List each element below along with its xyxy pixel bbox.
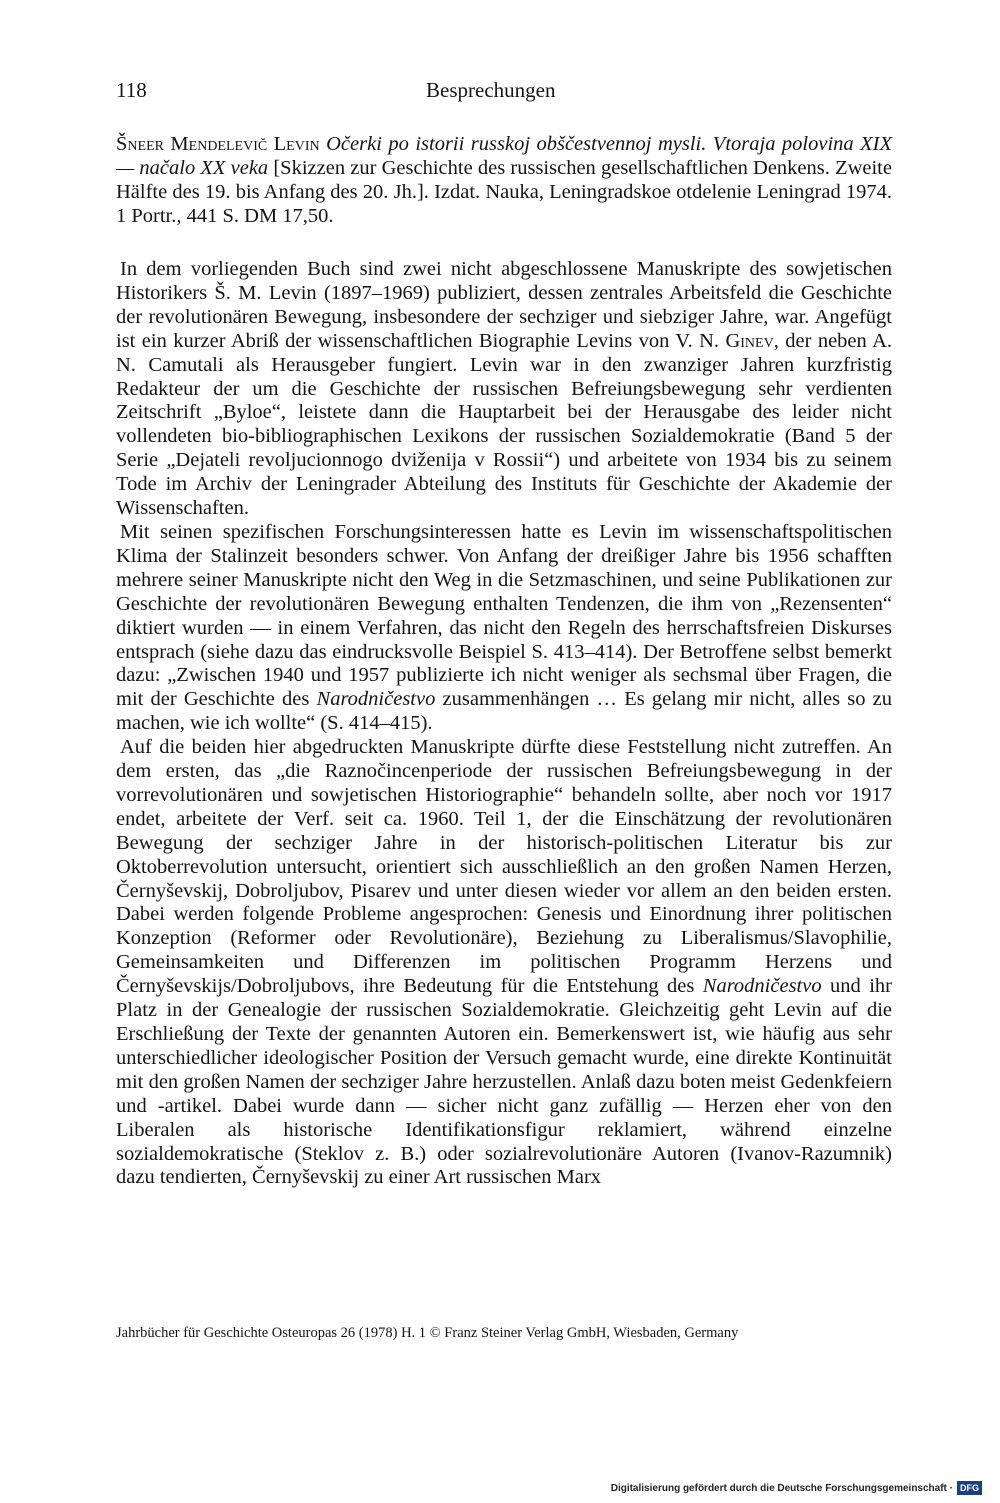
paragraph-3-text-a: Auf die beiden hier abgedruckten Manuskripte dürfte diese Feststellung nicht zutreffen. An dem ersten, das „die Raznočincenperiode der russischen Befreiungsbewegung in der vorrevolutionären und sowjetischen Historiographie“ behandeln sollte, aber noch vor 1917 endet, arbeitete der Verf. seit ca. 1960. Teil 1, der die Einschätzung der revolutionären Bewegung der sechziger Jahre in der historisch-politischen Literatur bis zur Oktoberrevolution untersucht, orientiert sich ausschließlich an den großen Namen Herzen, Černyševskij, Dobroljubov, Pisarev und unter diesen wieder vor allem an den beiden ersten. Dabei werden folgende Probleme angesprochen: Genesis und Einordnung ihrer politischen Konzeption (Reformer oder Revolutionäre), Beziehung zu Liberalismus/Slavophilie, Gemeinsamkeiten und Differenzen im politischen Programm Herzens und Černyševskijs/Dobroljubovs, ihre Bedeutung für die Entstehung des — [116, 736, 892, 998]
page-header — [116, 78, 892, 112]
citation-author: Šneer Mendelevič Levin — [116, 133, 320, 155]
paragraph-2-italic-term: Narodničestvo — [316, 688, 436, 711]
paragraph-3 — [116, 736, 892, 1190]
citation-details: [Skizzen zur Geschichte des russischen gesellschaftlichen Denkens. Zweite Hälfte des 19. bis Anfang des 20. Jh.]. Izdat. Nauka, Leningradskoe otdelenie Leningrad 1974. 1 Portr., 441 S. DM 17,50. — [116, 157, 892, 227]
paragraph-3-italic-term: Narodničestvo — [702, 975, 822, 998]
journal-footer: Jahrbücher für Geschichte Osteuropas 26 (1978) H. 1 © Franz Steiner Verlag GmbH, Wiesbaden, Germany — [116, 1325, 739, 1341]
page-number: 118 — [116, 78, 147, 102]
review-citation — [116, 132, 892, 228]
paragraph-2-text-a: Mit seinen spezifischen Forschungsinteressen hatte es Levin im wissenschaftspolitischen Klima der Stalinzeit besonders schwer. Von Anfang der dreißiger Jahre bis 1956 schafften mehrere seiner Manuskripte nicht den Weg in die Setzmaschinen, und seine Publikationen zur Geschichte der revolutionären Bewegung enthalten Tendenzen, die ihm von „Rezensenten“ diktiert wurden — in einem Verfahren, das nicht den Regeln des herrschaftsfreien Diskurses entsprach (siehe dazu das eindrucksvolle Beispiel S. 413–414). Der Betroffene selbst bemerkt dazu: „Zwischen 1940 und 1957 publizierte ich nicht weniger als sechsmal über Fragen, die mit der Geschichte des — [116, 520, 892, 711]
paragraph-1-text-a: In dem vorliegenden Buch sind zwei nicht abgeschlossene Manuskripte des sowjetischen Historikers Š. M. Levin (1897–1969) publiziert, dessen zentrales Arbeitsfeld die Geschichte der revolutionären Bewegung, insbesondere der sechziger und siebziger Jahre, war. Angefügt ist ein kurzer Abriß der wissenschaftlichen Biographie Levins von V. N. — [116, 258, 892, 352]
citation-title: Očerki po istorii russkoj obščestvennoj mysli. Vtoraja polovina XIX — načalo XX veka — [116, 133, 893, 179]
paragraph-3-text-b: und ihr Platz in der Genealogie der russischen Sozialdemokratie. Gleichzeitig geht Levin auf die Erschließung der Texte der genannten Autoren ein. Bemerkenswert ist, wie häufig aus sehr unterschiedlicher ideologischer Position der Versuch gemacht wurde, eine direkte Kontinuität mit den großen Namen der sechziger Jahre herzustellen. Anlaß dazu boten meist Gedenkfeiern und -artikel. Dabei wurde dann — sicher nicht ganz zufällig — Herzen eher von den Liberalen als historische Identifikationsfigur reklamiert, während einzelne sozialdemokratische (Steklov z. B.) oder sozialrevolutionäre Autoren (Ivanov-Razumnik) dazu tendierten, Černyševskij zu einer Art russischen Marx — [116, 975, 892, 1189]
digitization-text: Digitalisierung gefördert durch die Deutsche Forschungsgemeinschaft · — [610, 1482, 953, 1494]
paragraph-1-editor-name: Ginev — [725, 329, 774, 352]
paragraph-1-text-b: , der neben A. N. Camutali als Herausgeber fungiert. Levin war in den zwanziger Jahren kurzfristig Redakteur der um die Geschichte der russischen Befreiungsbewegung sehr verdienten Zeitschrift „Byloe“, leistete dann die Hauptarbeit bei der Herausgabe des leider nicht vollendeten bio-bibliographischen Lexikons der russischen Sozialdemokratie (Band 5 der Serie „Dejateli revoljucionnogo dviženija v Rossii“) und arbeitete von 1934 bis zu seinem Tode im Archiv der Leningrader Abteilung des Instituts für Geschichte der Akademie der Wissenschaften. — [116, 329, 892, 520]
review-body — [116, 258, 892, 1190]
dfg-logo-icon: DFG — [957, 1481, 982, 1495]
running-head: Besprechungen — [426, 78, 556, 102]
paragraph-2 — [116, 521, 892, 736]
paragraph-1 — [116, 258, 892, 521]
paragraph-2-text-b: zusammenhängen … Es gelang mir nicht, alles so zu machen, wie ich wollte“ (S. 414–415). — [116, 688, 892, 735]
digitization-notice — [611, 1478, 982, 1498]
